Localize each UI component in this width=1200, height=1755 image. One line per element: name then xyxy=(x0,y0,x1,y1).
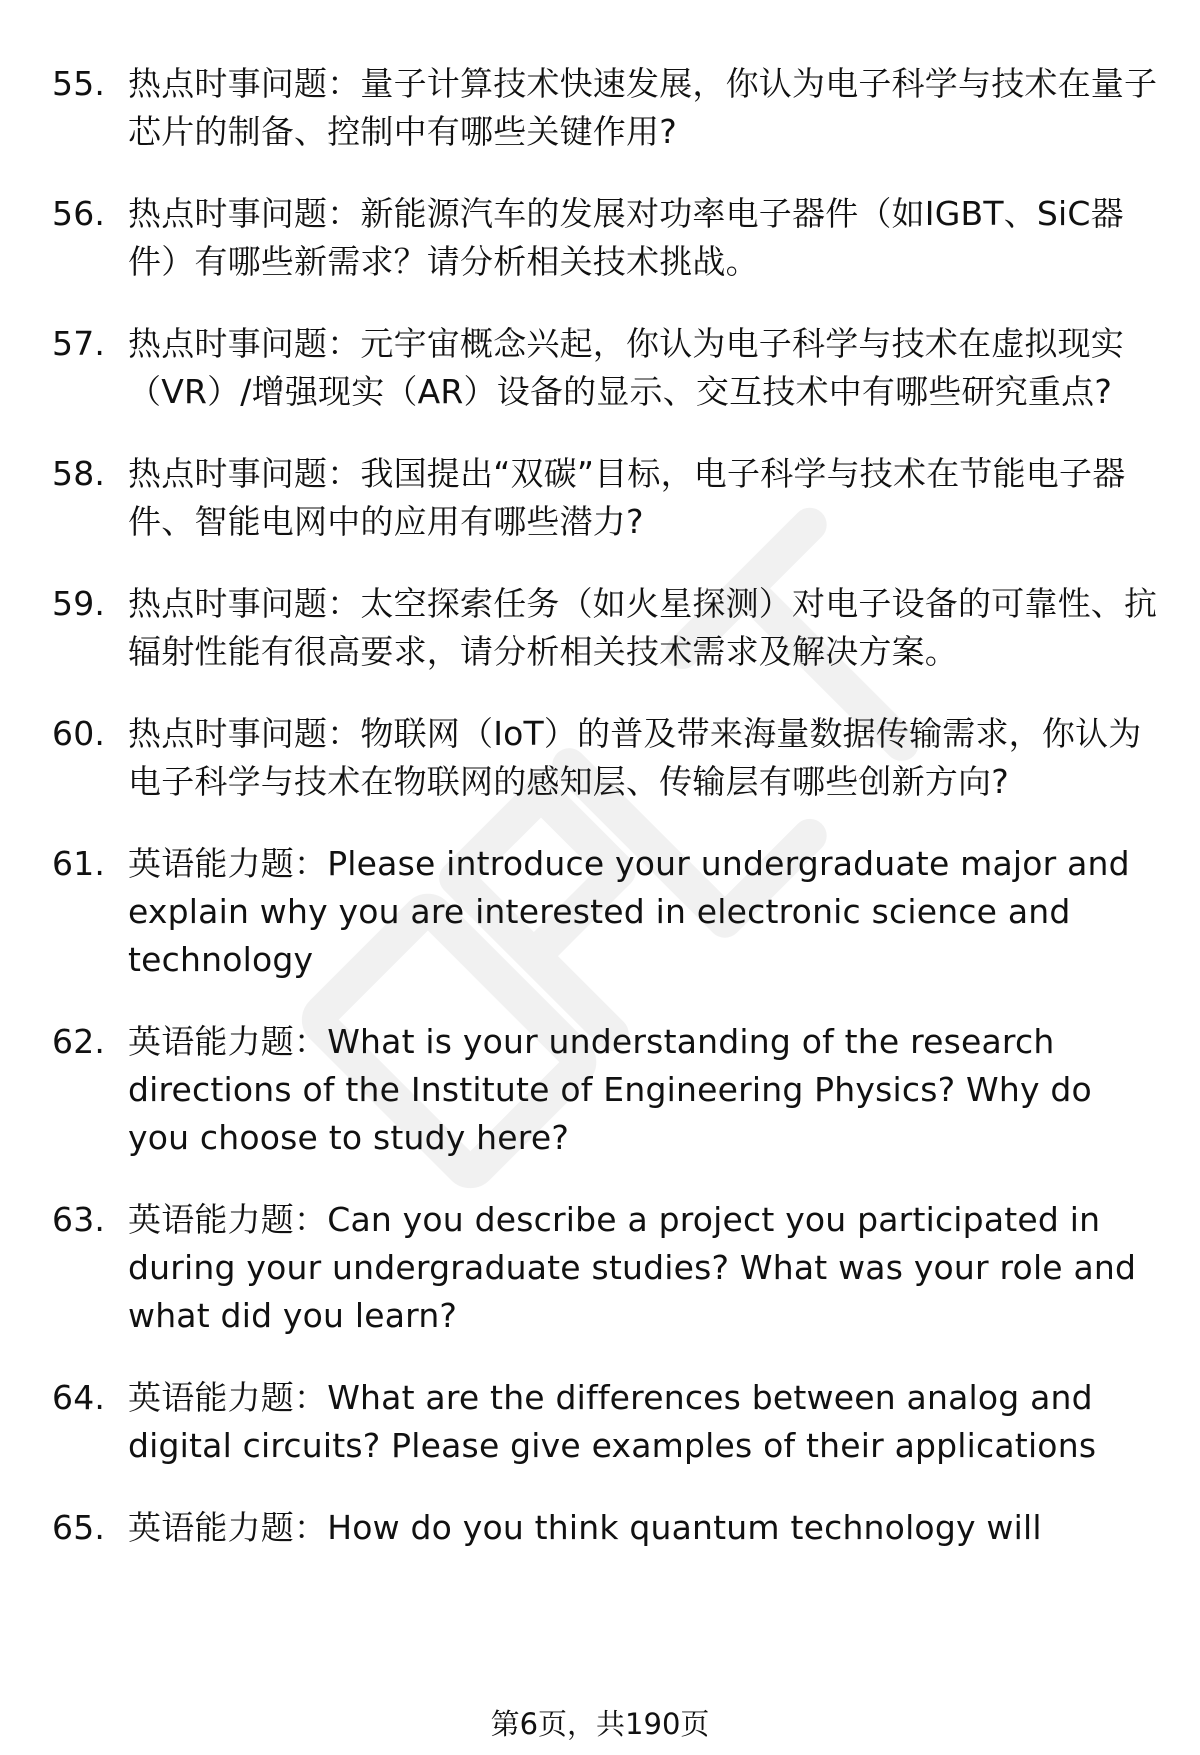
question-number: 62. xyxy=(52,1022,106,1061)
list-item xyxy=(52,450,1162,546)
question-number: 59. xyxy=(52,584,106,623)
question-number: 64. xyxy=(52,1378,106,1417)
question-number: 61. xyxy=(52,844,106,883)
question-text: 热点时事问题：物联网（IoT）的普及带来海量数据传输需求，你认为电子科学与技术在物联网的感知层、传输层有哪些创新方向? xyxy=(128,714,1142,801)
list-item xyxy=(52,190,1162,286)
question-text: 热点时事问题：元宇宙概念兴起，你认为电子科学与技术在虚拟现实（VR）/增强现实（AR）设备的显示、交互技术中有哪些研究重点? xyxy=(128,324,1124,411)
list-item xyxy=(52,60,1162,156)
question-text: 英语能力题：Can you describe a project you participated in during your undergraduate studies? What was your role and what did you learn? xyxy=(128,1200,1137,1335)
question-list xyxy=(52,60,1162,1552)
question-number: 55. xyxy=(52,64,106,103)
question-number: 57. xyxy=(52,324,106,363)
question-number: 65. xyxy=(52,1508,106,1547)
list-item xyxy=(52,1196,1162,1340)
list-item xyxy=(52,1018,1162,1162)
list-item xyxy=(52,1504,1162,1552)
question-text: 英语能力题：What are the differences between analog and digital circuits? Please give examples of their applications xyxy=(128,1378,1097,1465)
question-text: 热点时事问题：太空探索任务（如火星探测）对电子设备的可靠性、抗辐射性能有很高要求，请分析相关技术需求及解决方案。 xyxy=(128,584,1158,671)
question-number: 56. xyxy=(52,194,106,233)
question-text: 热点时事问题：量子计算技术快速发展，你认为电子科学与技术在量子芯片的制备、控制中有哪些关键作用? xyxy=(128,64,1158,151)
list-item xyxy=(52,320,1162,416)
question-text: 英语能力题：Please introduce your undergraduate major and explain why you are interested in electronic science and technology xyxy=(128,844,1130,979)
list-item xyxy=(52,580,1162,676)
question-number: 58. xyxy=(52,454,106,493)
page-footer: 第6页，共190页 xyxy=(490,1707,710,1741)
list-item xyxy=(52,840,1162,984)
list-item xyxy=(52,710,1162,806)
question-text: 热点时事问题：我国提出“双碳”目标，电子科学与技术在节能电子器件、智能电网中的应用有哪些潜力? xyxy=(128,454,1126,541)
question-text: 英语能力题：What is your understanding of the research directions of the Institute of Engineering Physics? Why do you choose to study here? xyxy=(128,1022,1092,1157)
question-text: 热点时事问题：新能源汽车的发展对功率电子器件（如IGBT、SiC器件）有哪些新需求？请分析相关技术挑战。 xyxy=(128,194,1124,281)
question-number: 63. xyxy=(52,1200,106,1239)
question-number: 60. xyxy=(52,714,106,753)
list-item xyxy=(52,1374,1162,1470)
question-text: 英语能力题：How do you think quantum technology will xyxy=(128,1508,1042,1547)
